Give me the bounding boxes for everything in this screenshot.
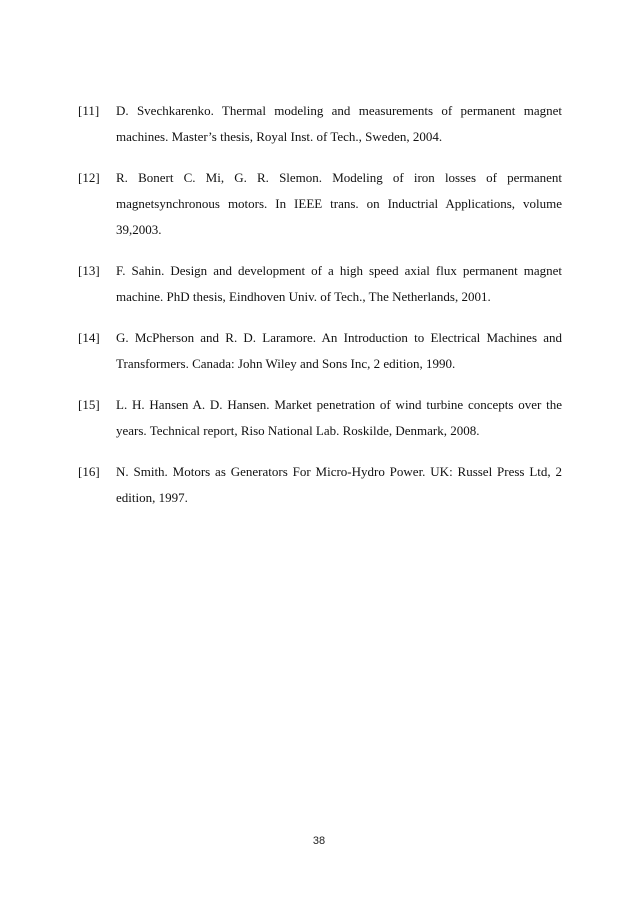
reference-line: R. Bonert C. Mi, G. R. Slemon. Modeling of iron losses of permanent [116,170,562,185]
reference-line: G. McPherson and R. D. Laramore. An Introduction to Electrical Machines and [116,330,562,345]
reference-line: F. Sahin. Design and development of a high speed axial flux permanent magnet [116,263,562,278]
reference-line: N. Smith. Motors as Generators For Micro-Hydro Power. UK: Russel Press Ltd, 2 [116,464,562,479]
reference-text [116,98,562,150]
reference-line: years. Technical report, Riso National Lab. Roskilde, Denmark, 2008. [116,423,480,438]
reference-entry-12 [78,165,562,243]
reference-line: machine. PhD thesis, Eindhoven Univ. of Tech., The Netherlands, 2001. [116,289,491,304]
reference-text [116,165,562,243]
reference-line: 39,2003. [116,222,162,237]
reference-line: edition, 1997. [116,490,188,505]
reference-line: D. Svechkarenko. Thermal modeling and measurements of permanent magnet [116,103,562,118]
reference-number: [14] [78,330,100,345]
page-number: 38 [312,835,326,847]
reference-text [116,325,562,377]
reference-line: Transformers. Canada: John Wiley and Sons Inc, 2 edition, 1990. [116,356,456,371]
reference-entry-16 [78,459,562,511]
reference-number: [12] [78,170,100,185]
reference-entry-11 [78,98,562,150]
reference-line: magnetsynchronous motors. In IEEE trans. on Inductrial Applications, volume [116,196,562,211]
reference-list [78,98,562,511]
reference-number: [15] [78,397,100,412]
reference-text [116,459,562,511]
reference-entry-13 [78,258,562,310]
reference-number: [13] [78,263,100,278]
reference-number: [16] [78,464,100,479]
reference-text [116,258,562,310]
reference-text [116,392,562,444]
reference-entry-15 [78,392,562,444]
reference-line: machines. Master’s thesis, Royal Inst. of Tech., Sweden, 2004. [116,129,443,144]
reference-entry-14 [78,325,562,377]
reference-line: L. H. Hansen A. D. Hansen. Market penetration of wind turbine concepts over the [116,397,562,412]
reference-number: [11] [78,103,100,118]
